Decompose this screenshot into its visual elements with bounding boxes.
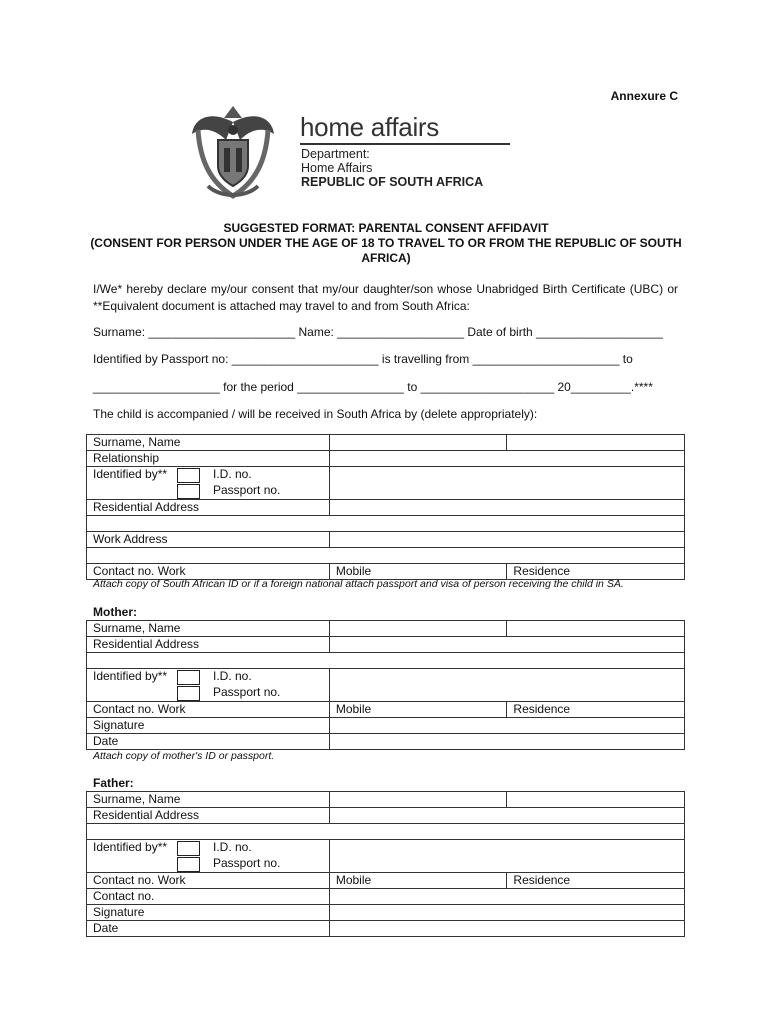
- table-row: [87, 702, 685, 718]
- table-row: [87, 637, 685, 653]
- mother-residence[interactable]: Residence: [507, 702, 685, 718]
- father-identified-cell: [87, 840, 330, 873]
- dept-line-2: Home Affairs: [301, 161, 373, 175]
- declaration-text: I/We* hereby declare my/our consent that my/our daughter/son whose Unabridged Birth Certificate (UBC) or **Equivalent document is attached may travel to and from South Africa:: [93, 282, 678, 313]
- mother-passport-checkbox[interactable]: [177, 686, 200, 701]
- table-row: [87, 792, 685, 808]
- table-row: [87, 921, 685, 937]
- receiver-id-checkbox[interactable]: [177, 468, 200, 483]
- table-row: [87, 734, 685, 750]
- home-affairs-wordmark: home affairs: [300, 112, 439, 142]
- travel-period-line[interactable]: ___________________ for the period ________________ to ____________________ 20_________.****: [93, 380, 653, 394]
- receiver-table: [86, 434, 685, 580]
- table-row: [87, 669, 685, 702]
- receiver-identified-label: Identified by**: [93, 467, 168, 481]
- mother-id-label: I.D. no.: [213, 669, 252, 683]
- receiver-relationship-field[interactable]: [329, 451, 684, 467]
- table-row: [87, 500, 685, 516]
- mother-residential-field-2[interactable]: [87, 653, 685, 669]
- form-title: SUGGESTED FORMAT: PARENTAL CONSENT AFFIDAVIT: [223, 221, 549, 235]
- mother-identified-field[interactable]: [329, 669, 684, 702]
- receiver-contact-work[interactable]: Contact no. Work: [87, 564, 330, 580]
- table-row: [87, 889, 685, 905]
- mother-table: [86, 620, 685, 750]
- father-residential-field[interactable]: [329, 808, 684, 824]
- father-surname-field[interactable]: [329, 792, 507, 808]
- receiver-mobile[interactable]: Mobile: [329, 564, 507, 580]
- father-residential-label: Residential Address: [87, 808, 330, 824]
- receiver-id-label: I.D. no.: [213, 467, 252, 481]
- table-row: [87, 621, 685, 637]
- receiver-note: Attach copy of South African ID or if a foreign national attach passport and visa of person receiving the child in SA.: [93, 578, 624, 590]
- mother-surname-field[interactable]: [329, 621, 507, 637]
- mother-mobile[interactable]: Mobile: [329, 702, 507, 718]
- receiver-surname-label: Surname, Name: [87, 435, 330, 451]
- father-surname-label: Surname, Name: [87, 792, 330, 808]
- receiver-passport-label: Passport no.: [213, 483, 281, 497]
- receiver-residential-label: Residential Address: [87, 500, 330, 516]
- accompanied-text: The child is accompanied / will be received in South Africa by (delete appropriately):: [93, 407, 538, 421]
- table-row: [87, 516, 685, 532]
- father-heading: Father:: [93, 776, 134, 790]
- form-subtitle-1: (CONSENT FOR PERSON UNDER THE AGE OF 18 TO TRAVEL TO OR FROM THE REPUBLIC OF SOUTH: [90, 236, 682, 250]
- table-row: [87, 548, 685, 564]
- mother-residential-label: Residential Address: [87, 637, 330, 653]
- logo-rule: [300, 143, 510, 145]
- mother-note: Attach copy of mother's ID or passport.: [93, 750, 275, 762]
- table-row: [87, 824, 685, 840]
- receiver-work-field-2[interactable]: [87, 548, 685, 564]
- receiver-identified-field[interactable]: [329, 467, 684, 500]
- father-id-label: I.D. no.: [213, 840, 252, 854]
- table-row: [87, 435, 685, 451]
- table-row: [87, 451, 685, 467]
- father-passport-checkbox[interactable]: [177, 857, 200, 872]
- mother-heading: Mother:: [93, 605, 137, 619]
- receiver-relationship-label: Relationship: [87, 451, 330, 467]
- mother-date-label: Date: [87, 734, 330, 750]
- mother-date-field[interactable]: [329, 734, 684, 750]
- table-row: [87, 840, 685, 873]
- table-row: [87, 653, 685, 669]
- receiver-identified-cell: [87, 467, 330, 500]
- receiver-residential-field[interactable]: [329, 500, 684, 516]
- annexure-label: Annexure C: [610, 89, 678, 103]
- mother-signature-field[interactable]: [329, 718, 684, 734]
- father-date-field[interactable]: [329, 921, 684, 937]
- mother-surname-label: Surname, Name: [87, 621, 330, 637]
- mother-name-field[interactable]: [507, 621, 685, 637]
- father-mobile[interactable]: Mobile: [329, 873, 507, 889]
- child-details-line[interactable]: Surname: ______________________ Name: ___________________ Date of birth ___________________: [93, 325, 663, 339]
- mother-signature-label: Signature: [87, 718, 330, 734]
- mother-identified-label: Identified by**: [93, 669, 168, 683]
- father-residence[interactable]: Residence: [507, 873, 685, 889]
- father-contact-work[interactable]: Contact no. Work: [87, 873, 330, 889]
- father-passport-label: Passport no.: [213, 856, 281, 870]
- receiver-work-field[interactable]: [329, 532, 684, 548]
- father-identified-label: Identified by**: [93, 840, 168, 854]
- table-row: [87, 873, 685, 889]
- receiver-work-label: Work Address: [87, 532, 330, 548]
- mother-contact-work[interactable]: Contact no. Work: [87, 702, 330, 718]
- father-table: [86, 791, 685, 937]
- father-contact-label: Contact no.: [87, 889, 330, 905]
- mother-identified-cell: [87, 669, 330, 702]
- receiver-surname-field[interactable]: [329, 435, 507, 451]
- dept-line-1: Department:: [301, 147, 370, 161]
- father-date-label: Date: [87, 921, 330, 937]
- receiver-residential-field-2[interactable]: [87, 516, 685, 532]
- table-row: [87, 467, 685, 500]
- father-signature-field[interactable]: [329, 905, 684, 921]
- receiver-residence[interactable]: Residence: [507, 564, 685, 580]
- father-residential-field-2[interactable]: [87, 824, 685, 840]
- mother-passport-label: Passport no.: [213, 685, 281, 699]
- receiver-name-field[interactable]: [507, 435, 685, 451]
- table-row: [87, 532, 685, 548]
- mother-id-checkbox[interactable]: [177, 670, 200, 685]
- passport-travel-line[interactable]: Identified by Passport no: ______________________ is travelling from ______________________ to: [93, 352, 633, 366]
- receiver-passport-checkbox[interactable]: [177, 484, 200, 499]
- father-name-field[interactable]: [507, 792, 685, 808]
- form-subtitle-2: AFRICA): [361, 251, 411, 265]
- father-identified-field[interactable]: [329, 840, 684, 873]
- table-row: [87, 718, 685, 734]
- coat-of-arms-logo: [190, 100, 276, 202]
- mother-residential-field[interactable]: [329, 637, 684, 653]
- father-id-checkbox[interactable]: [177, 841, 200, 856]
- table-row: [87, 808, 685, 824]
- father-contact-field[interactable]: [329, 889, 684, 905]
- dept-line-3: REPUBLIC OF SOUTH AFRICA: [301, 175, 484, 189]
- father-signature-label: Signature: [87, 905, 330, 921]
- table-row: [87, 905, 685, 921]
